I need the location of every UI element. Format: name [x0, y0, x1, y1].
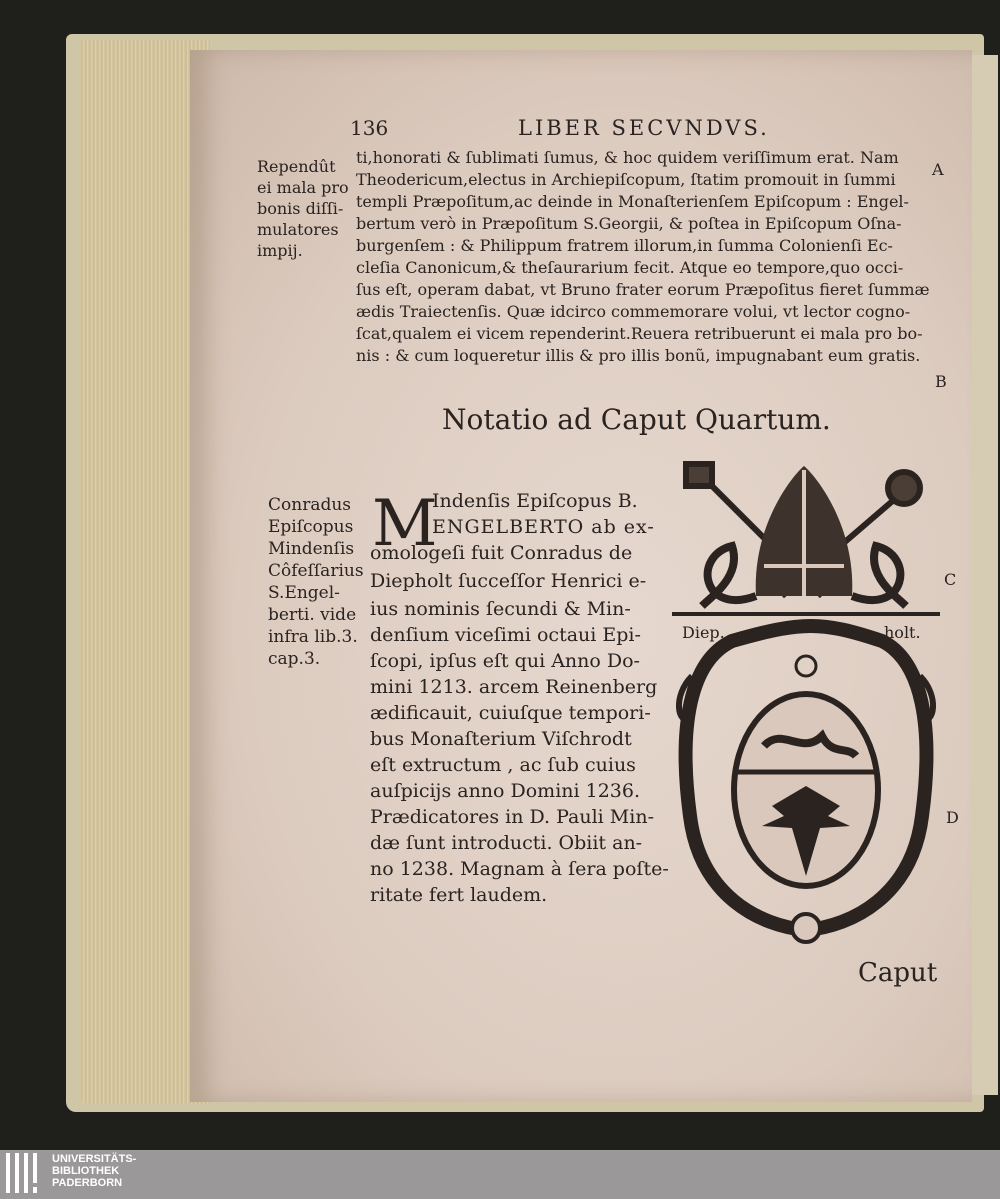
marginal-line: bonis diſſi-: [257, 199, 344, 218]
text-line: Indenſis Epiſcopus B.: [432, 490, 638, 512]
shield-icon: [734, 694, 878, 886]
marginal-line: Côfeſſarius: [268, 561, 364, 581]
marginal-line: Epiſcopus: [268, 517, 354, 537]
text-line: cleſia Canonicum,& theſaurarium fecit. Atque eo tempore,quo occi-: [356, 258, 904, 277]
marginal-note-1: [257, 156, 349, 261]
marginal-line: S.Engel-: [268, 583, 340, 603]
woodcut-label-left: Diep.: [682, 623, 725, 642]
page-number: 136: [350, 116, 389, 140]
text-line: denſium viceſimi octaui Epi-: [370, 624, 641, 646]
marginal-line: mulatores: [257, 220, 339, 239]
text-line: Prædicatores in D. Pauli Min-: [370, 806, 654, 828]
marginal-line: ei mala pro: [257, 178, 349, 197]
text-line: Diepholt ſucceſſor Henrici e-: [370, 570, 647, 592]
text-line: bertum verò in Præpoſitum S.Georgii, & poſtea in Epiſcopum Oſna-: [356, 214, 902, 233]
text-line: no 1238. Magnam à ſera poſte-: [370, 858, 669, 880]
marginal-line: impij.: [257, 241, 303, 260]
margin-letter-a: A: [932, 160, 944, 179]
marginal-line: Conradus: [268, 495, 352, 515]
marginal-note-2: [268, 494, 364, 670]
text-line: eſt extructum , ac ſub cuius: [370, 754, 636, 776]
text-line: ritate fert laudem.: [370, 884, 548, 906]
text-line: dæ ſunt introducti. Obiit an-: [370, 832, 643, 854]
text-line: bus Monaſterium Viſchrodt: [370, 728, 632, 750]
mitre-icon: [756, 466, 853, 596]
text-line: ædis Traiectenſis. Quæ idcirco commemorare volui, vt lector cogno-: [356, 302, 911, 321]
library-name: UNIVERSITÄTS- BIBLIOTHEK PADERBORN: [52, 1153, 137, 1189]
marginal-line: berti. vide: [268, 605, 357, 625]
text-line: omologeſi fuit Conradus de: [370, 542, 633, 564]
text-line: ſus eſt, operam dabat, vt Bruno frater eorum Præpoſitus fieret ſummæ: [356, 280, 930, 299]
text-line: templi Præpoſitum,ac deinde in Monaſterienſem Epiſcopum : Engel-: [356, 192, 909, 211]
marginal-line: cap.3.: [268, 649, 321, 669]
drop-cap: M: [372, 487, 438, 561]
text-line: ti,honorati & ſublimati ſumus, & hoc quidem veriſſimum erat. Nam: [356, 148, 899, 167]
margin-letter-b: B: [935, 372, 947, 391]
margin-letter-c: C: [944, 570, 957, 589]
catch-word: Caput: [858, 958, 938, 988]
text-line: mini 1213. arcem Reinenberg: [370, 676, 658, 698]
woodcut-label-right: holt.: [884, 623, 921, 642]
text-line: ſcat,qualem ei vicem rependerint.Reuera retribuerunt ei mala pro bo-: [356, 324, 923, 343]
marginal-line: Mindenſis: [268, 539, 355, 559]
text-line: auſpicijs anno Domini 1236.: [370, 780, 641, 802]
marginal-line: infra lib.3.: [268, 627, 358, 647]
coat-of-arms-woodcut: [672, 456, 940, 946]
library-footer: [0, 1150, 1000, 1199]
section-heading: Notatio ad Caput Quartum.: [442, 403, 831, 436]
text-line: Theodericum,electus in Archiepiſcopum, ſtatim promouit in ſummi: [356, 170, 896, 189]
library-logo-icon: [6, 1153, 46, 1197]
text-line: ſcopi, ipſus eſt qui Anno Do-: [370, 650, 640, 672]
text-line: ædificauit, cuiuſque tempori-: [370, 702, 651, 724]
cartouche-ornament: [796, 656, 816, 676]
text-line: burgenſem : & Philippum fratrem illorum,in ſumma Colonienſi Ec-: [356, 236, 893, 255]
text-line: nis : & cum loqueretur illis & pro illis bonũ, impugnabant eum gratis.: [356, 346, 921, 365]
text-line: ENGELBERTO ab ex-: [432, 516, 655, 538]
right-board: [972, 55, 998, 1095]
text-line: ius nominis ſecundi & Min-: [370, 598, 631, 620]
margin-letter-d: D: [946, 808, 959, 827]
cartouche-ornament: [792, 914, 820, 942]
running-title: LIBER SECVNDVS.: [518, 116, 770, 140]
marginal-line: Rependût: [257, 157, 336, 176]
